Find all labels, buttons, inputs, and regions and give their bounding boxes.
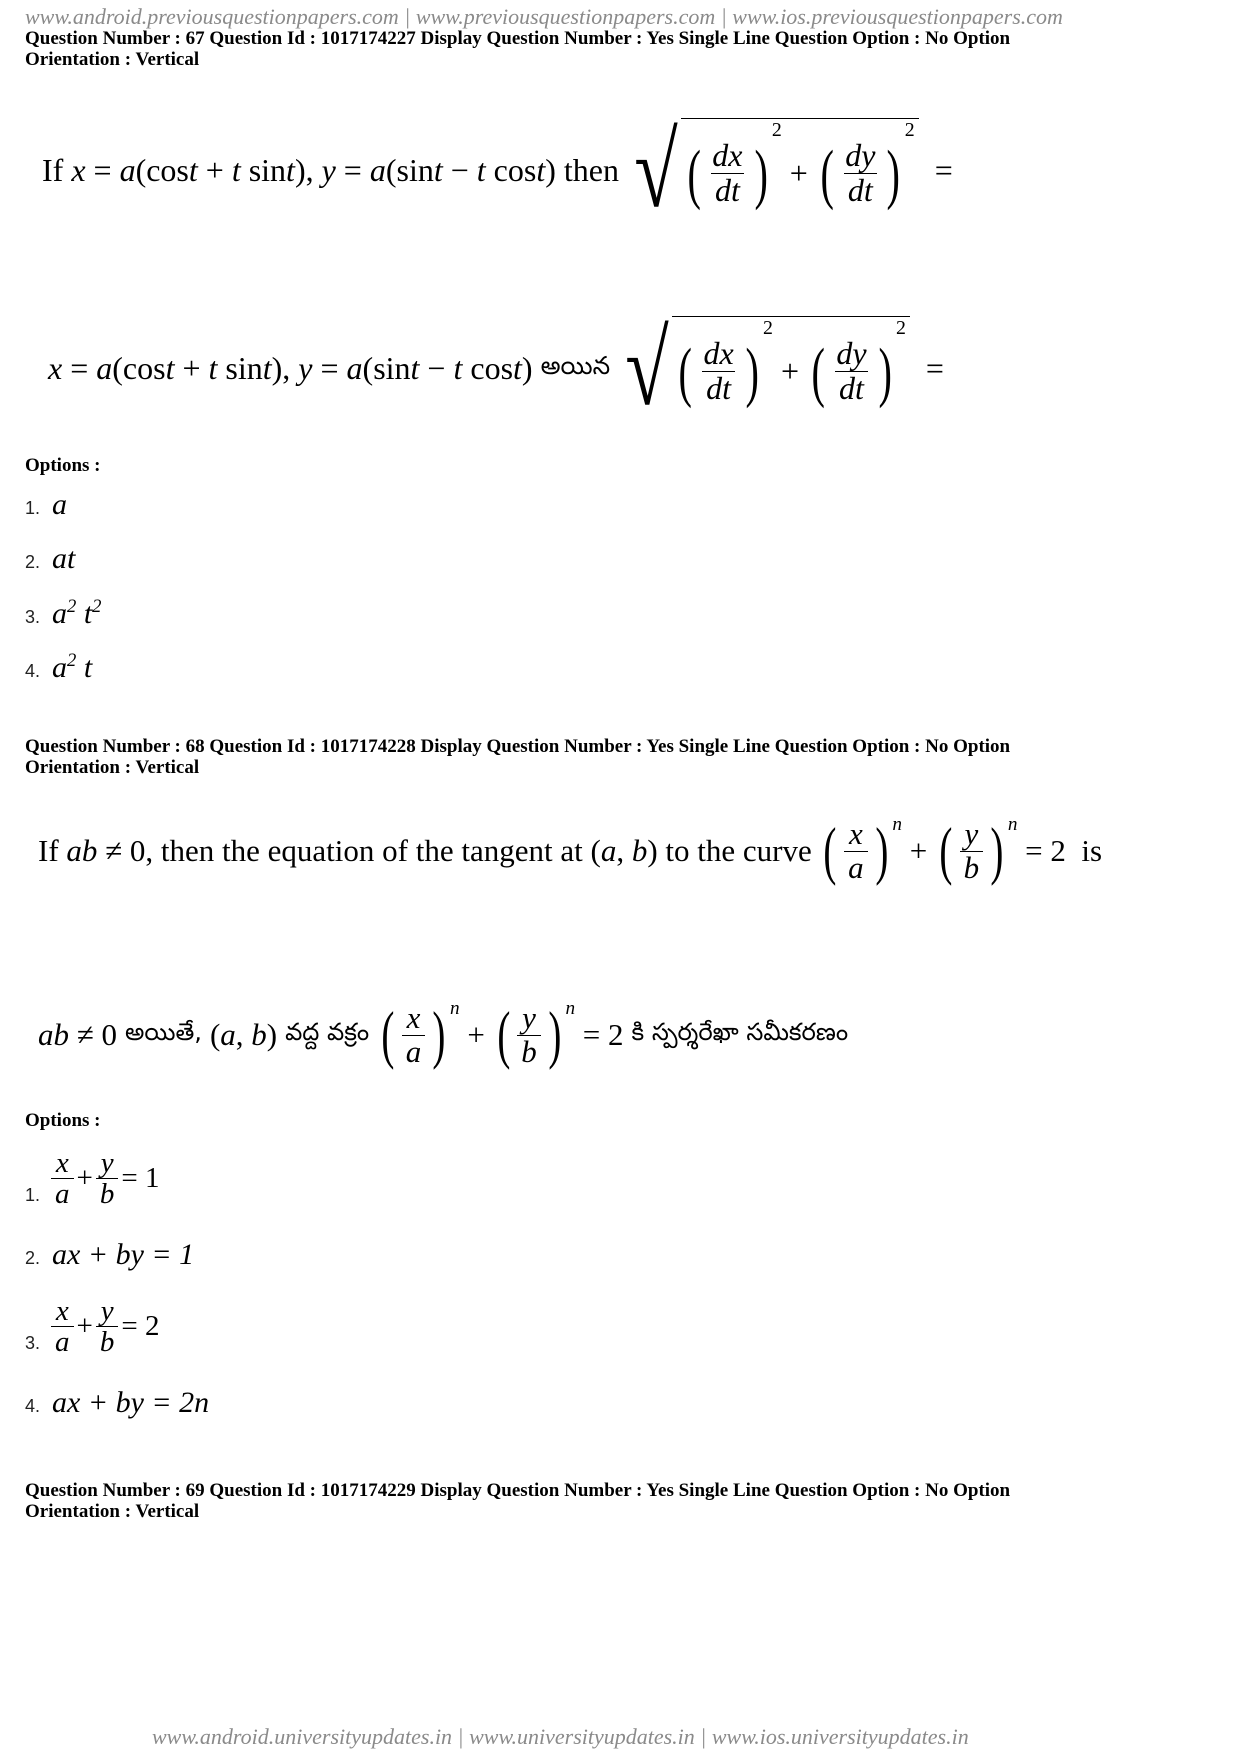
question-68-option-2[interactable]: 2. ax + by = 1 (25, 1238, 195, 1271)
question-67-option-1[interactable]: 1. a (25, 488, 68, 521)
question-68-english: If ab ≠ 0 , then the equation of the tangent at ( a , b ) to the curve ( $\frac{x}{a}$ ) n + ( $\frac{y}{b}$ ) n = 2 is (38, 814, 1103, 887)
question-68-meta: Question Number : 68 Question Id : 1017174228 Display Question Number : Yes Single Line Question Option : No Option Orientation : Vertical (25, 736, 1011, 778)
question-69-meta: Question Number : 69 Question Id : 1017174229 Display Question Number : Yes Single Line Question Option : No Option Orientation : Vertical (25, 1480, 1011, 1522)
footer-watermark: www.android.universityupdates.in | www.universityupdates.in | www.ios.universityupdates.in (152, 1724, 969, 1749)
question-67-meta: Question Number : 67 Question Id : 1017174227 Display Question Number : Yes Single Line Question Option : No Option Orientation : Vertical (25, 28, 1011, 70)
question-67-option-3[interactable]: 3. $a^2$ $t^2$ (25, 596, 102, 630)
question-67-option-4[interactable]: 4. $a^2$ t (25, 650, 93, 684)
question-68-option-1[interactable]: 1. $\frac{x}{a}$ + $\frac{y}{b}$ = 1 (25, 1147, 160, 1211)
sqrt-expression: √ ( $\frac{dx}{dt}$ ) 2 + ( $\frac{dy}{dt}$ ) 2 (627, 118, 919, 224)
header-watermark: www.android.previousquestionpapers.com | www.previousquestionpapers.com | www.ios.previousquestionpapers.com (25, 4, 1063, 29)
question-68-option-4[interactable]: 4. ax + by = 2n (25, 1386, 210, 1419)
sqrt-expression-telugu: √ ( $\frac{dx}{dt}$ ) 2 + ( $\frac{dy}{dt}$ ) 2 (618, 316, 910, 422)
question-67-telugu: x = a (cos t + t sin t ), y = a (sin t − t cos t ) అయిన √ ( $\frac{dx}{dt}$ ) 2 + ( $\frac{dy}{dt}$ ) 2 = (48, 310, 944, 427)
question-67-english: If x = a (cos t + t sin t ), y = a (sin t − t cos t ) then √ ( $\frac{dx}{dt}$ ) 2 + ( $\frac{dy}{dt}$ ) 2 = (42, 112, 953, 229)
question-67-options-label: Options : (25, 455, 101, 476)
question-68-options-label: Options : (25, 1110, 101, 1131)
question-67-option-2[interactable]: 2. at (25, 542, 76, 575)
question-68-telugu: ab ≠ 0 అయితే, ( a , b ) వద్ద వక్రం ( $\frac{x}{a}$ ) n + ( $\frac{y}{b}$ ) n = 2 కి స్పర్శరేఖా సమీకరణం (38, 998, 849, 1071)
question-68-option-3[interactable]: 3. $\frac{x}{a}$ + $\frac{y}{b}$ = 2 (25, 1295, 160, 1359)
